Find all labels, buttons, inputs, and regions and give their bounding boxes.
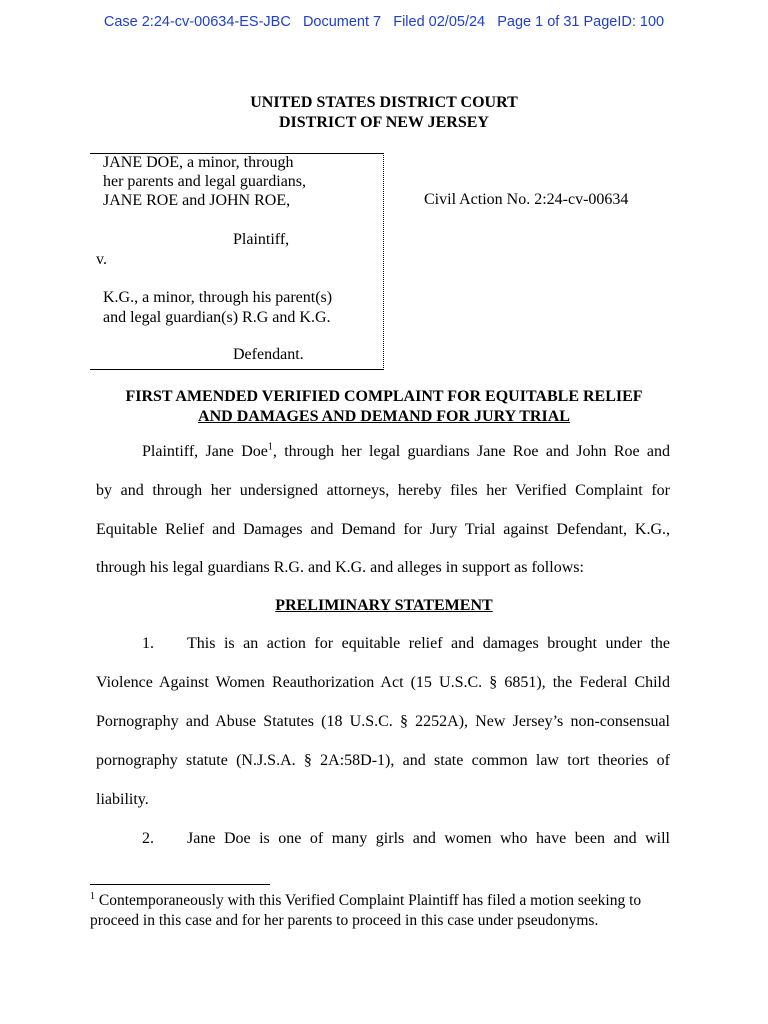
court-name-line: UNITED STATES DISTRICT COURT [250,94,518,111]
intro-line: Equitable Relief and Damages and Demand for Jury Trial against Defendant, K.G., [96,521,670,538]
intro-text: , through her legal guardians Jane Roe and John Roe and [272,443,671,460]
footnote [90,891,678,931]
page-id: PageID: 100 [583,14,665,30]
footnote-reference: 1 [267,441,273,453]
plaintiff-line: her parents and legal guardians, [103,173,307,190]
document-title-line: AND DAMAGES AND DEMAND FOR JURY TRIAL [198,408,570,425]
intro-line [142,443,670,461]
paragraph-line: liability. [96,791,149,808]
paragraph-line: This is an action for equitable relief and damages brought under the [187,635,670,652]
civil-action-number: Civil Action No. 2:24-cv-00634 [424,191,629,208]
paragraph-number: 2. [142,830,154,847]
page-count: Page 1 of 31 [497,14,580,30]
footnote-mark: 1 [90,890,95,902]
plaintiff-role: Plaintiff, [233,231,290,248]
court-name [0,93,768,133]
paragraph-number: 1. [142,635,154,652]
footnote-separator [90,884,270,885]
plaintiff-line: JANE DOE, a minor, through [103,154,294,171]
intro-line: by and through her undersigned attorneys, hereby files her Verified Complaint for [96,482,670,499]
paragraph-line: Violence Against Women Reauthorization Act (15 U.S.C. § 6851), the Federal Child [96,674,670,691]
intro-text: Plaintiff, Jane Doe [142,443,268,460]
document-title-line: FIRST AMENDED VERIFIED COMPLAINT FOR EQUITABLE RELIEF [125,388,643,405]
defendant-line: and legal guardian(s) R.G and K.G. [103,309,331,326]
defendant-role: Defendant. [233,346,304,363]
plaintiff-line: JANE ROE and JOHN ROE, [103,192,291,209]
document-title [0,387,768,427]
paragraph-line: Jane Doe is one of many girls and women who have been and will [187,830,670,847]
intro-line: through his legal guardians R.G. and K.G. and alleges in support as follows: [96,559,584,576]
case-caption-box [90,153,384,370]
court-district-line: DISTRICT OF NEW JERSEY [279,114,489,131]
filed-date: Filed 02/05/24 [393,14,486,30]
paragraph-line: Pornography and Abuse Statutes (18 U.S.C. § 2252A), New Jersey’s non-consensual [96,713,670,730]
defendant-line: K.G., a minor, through his parent(s) [103,289,333,306]
versus-label: v. [96,251,107,268]
document-number: Document 7 [302,14,382,30]
footnote-text: Contemporaneously with this Verified Complaint Plaintiff has filed a motion seeking to proceed in this case and for her parents to proceed in this case under pseudonyms. [90,892,642,929]
case-number: Case 2:24-cv-00634-ES-JBC [103,14,291,30]
section-heading: PRELIMINARY STATEMENT [275,597,493,614]
paragraph-line: pornography statute (N.J.S.A. § 2A:58D-1), and state common law tort theories of [96,752,670,769]
ecf-header-stamp [0,14,768,30]
